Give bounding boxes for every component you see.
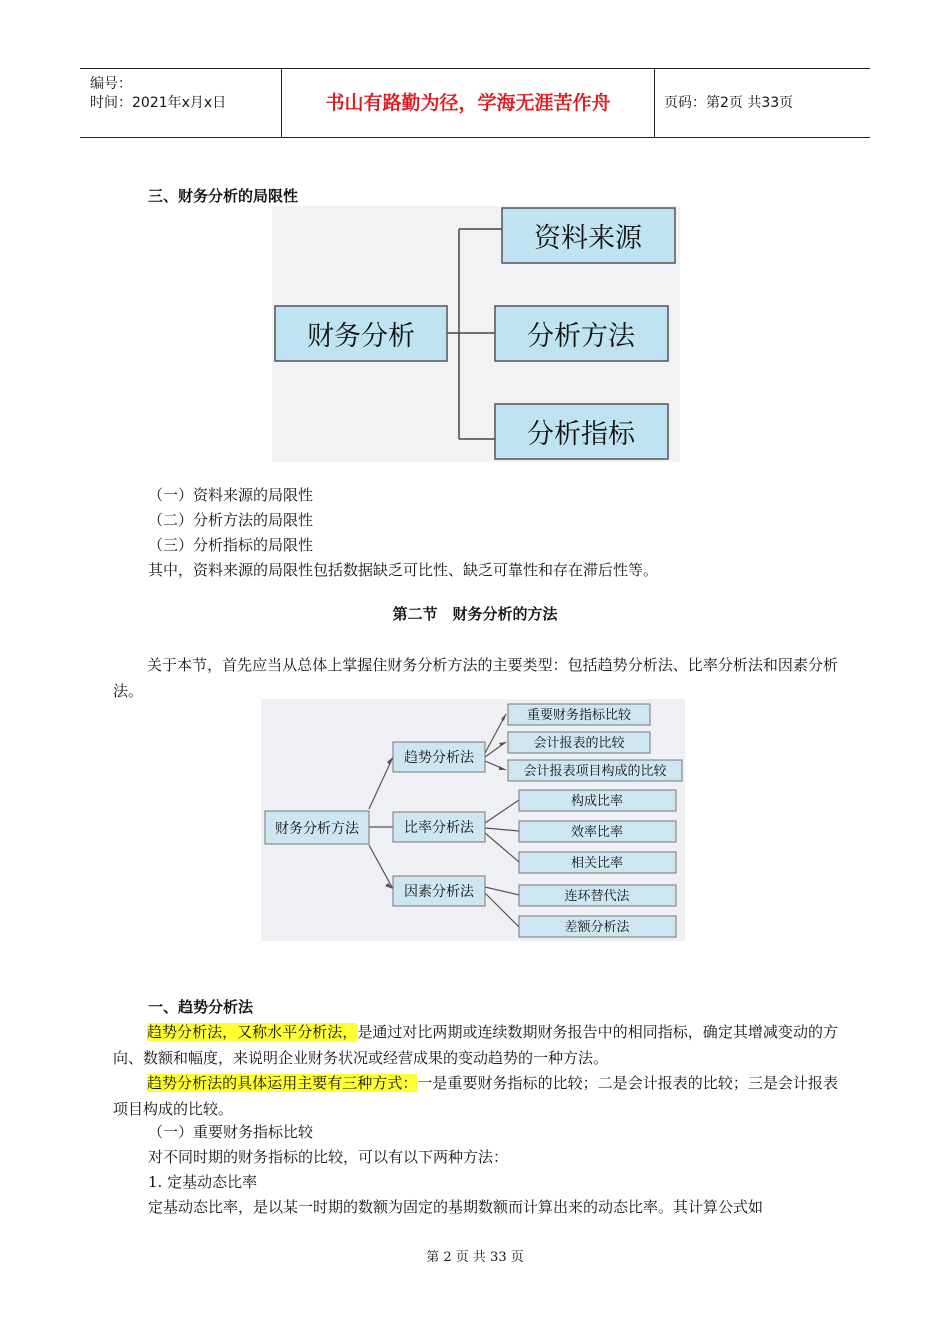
date-line: 时间：2021年x月x日 xyxy=(90,95,227,111)
header-motto: 书山有路勤为径，学海无涯苦作舟 xyxy=(325,92,611,114)
list-item: （一）资料来源的局限性 xyxy=(148,486,314,504)
diagram-leaf-label: 效率比率 xyxy=(570,825,624,840)
header-meta xyxy=(90,75,226,113)
diagram-leaf-label: 会计报表的比较 xyxy=(533,736,625,751)
page-footer: 第 2 页 共 33 页 xyxy=(426,1250,524,1265)
page-header xyxy=(80,68,870,138)
subsection-item: （一）重要财务指标比较 xyxy=(148,1123,314,1141)
paragraph-text: 是通过对比两期或连续数期财务报告中的相同指标，确定其增减变动的方向、数额和幅度，来说明企业财务状况或经营成果的变动趋势的一种方法。 xyxy=(113,1023,838,1067)
body-line: 定基动态比率，是以某一时期的数额为固定的基期数额而计算出来的动态比率。其计算公式如 xyxy=(148,1198,764,1216)
diagram-leaf-label: 会计报表项目构成的比较 xyxy=(523,764,667,779)
diagram-leaf-label: 重要财务指标比较 xyxy=(526,708,632,723)
header-divider xyxy=(654,69,655,137)
highlighted-text: 趋势分析法，又称水平分析法， xyxy=(147,1023,358,1041)
section-title: 第二节 财务分析的方法 xyxy=(392,605,558,623)
number-label: 编号： xyxy=(90,76,132,92)
diagram-root-label: 财务分析方法 xyxy=(275,821,359,837)
diagram-leaf-label: 相关比率 xyxy=(570,856,624,871)
diagram-leaf-label: 构成比率 xyxy=(570,794,624,809)
diagram-group-label: 因素分析法 xyxy=(404,884,474,900)
list-item: （三）分析指标的局限性 xyxy=(148,536,314,554)
methods-diagram xyxy=(261,699,685,941)
diagram-root-label: 财务分析 xyxy=(307,321,415,352)
limitations-diagram xyxy=(272,206,680,462)
list-item: （二）分析方法的局限性 xyxy=(148,511,314,529)
header-page-info: 页码：第2页 共33页 xyxy=(664,95,794,111)
body-line: 对不同时期的财务指标的比较，可以有以下两种方法： xyxy=(148,1148,509,1166)
intro-paragraph: 关于本节，首先应当从总体上掌握住财务分析方法的主要类型：包括趋势分析法、比率分析法和因素分析法。 xyxy=(113,656,838,700)
diagram-group-label: 比率分析法 xyxy=(404,820,474,836)
diagram-group-label: 趋势分析法 xyxy=(404,750,474,766)
trend-usage-paragraph xyxy=(113,1070,838,1122)
diagram-leaf-label: 差额分析法 xyxy=(564,920,630,935)
subsection-heading: 一、趋势分析法 xyxy=(148,998,254,1016)
numbered-heading: 1. 定基动态比率 xyxy=(148,1173,258,1191)
section-heading: 三、财务分析的局限性 xyxy=(148,187,299,205)
limits-summary: 其中，资料来源的局限性包括数据缺乏可比性、缺乏可靠性和存在滞后性等。 xyxy=(148,561,659,579)
diagram-branch-label: 资料来源 xyxy=(534,223,642,254)
trend-paragraph xyxy=(113,1019,838,1071)
highlighted-text: 趋势分析法的具体运用主要有三种方式： xyxy=(147,1074,418,1092)
paragraph-text: 一是重要财务指标的比较；二是会计报表的比较；三是会计报表项目构成的比较。 xyxy=(113,1074,838,1118)
diagram-branch-label: 分析方法 xyxy=(527,321,635,352)
diagram-branch-label: 分析指标 xyxy=(527,419,635,450)
diagram-leaf-label: 连环替代法 xyxy=(564,889,630,904)
